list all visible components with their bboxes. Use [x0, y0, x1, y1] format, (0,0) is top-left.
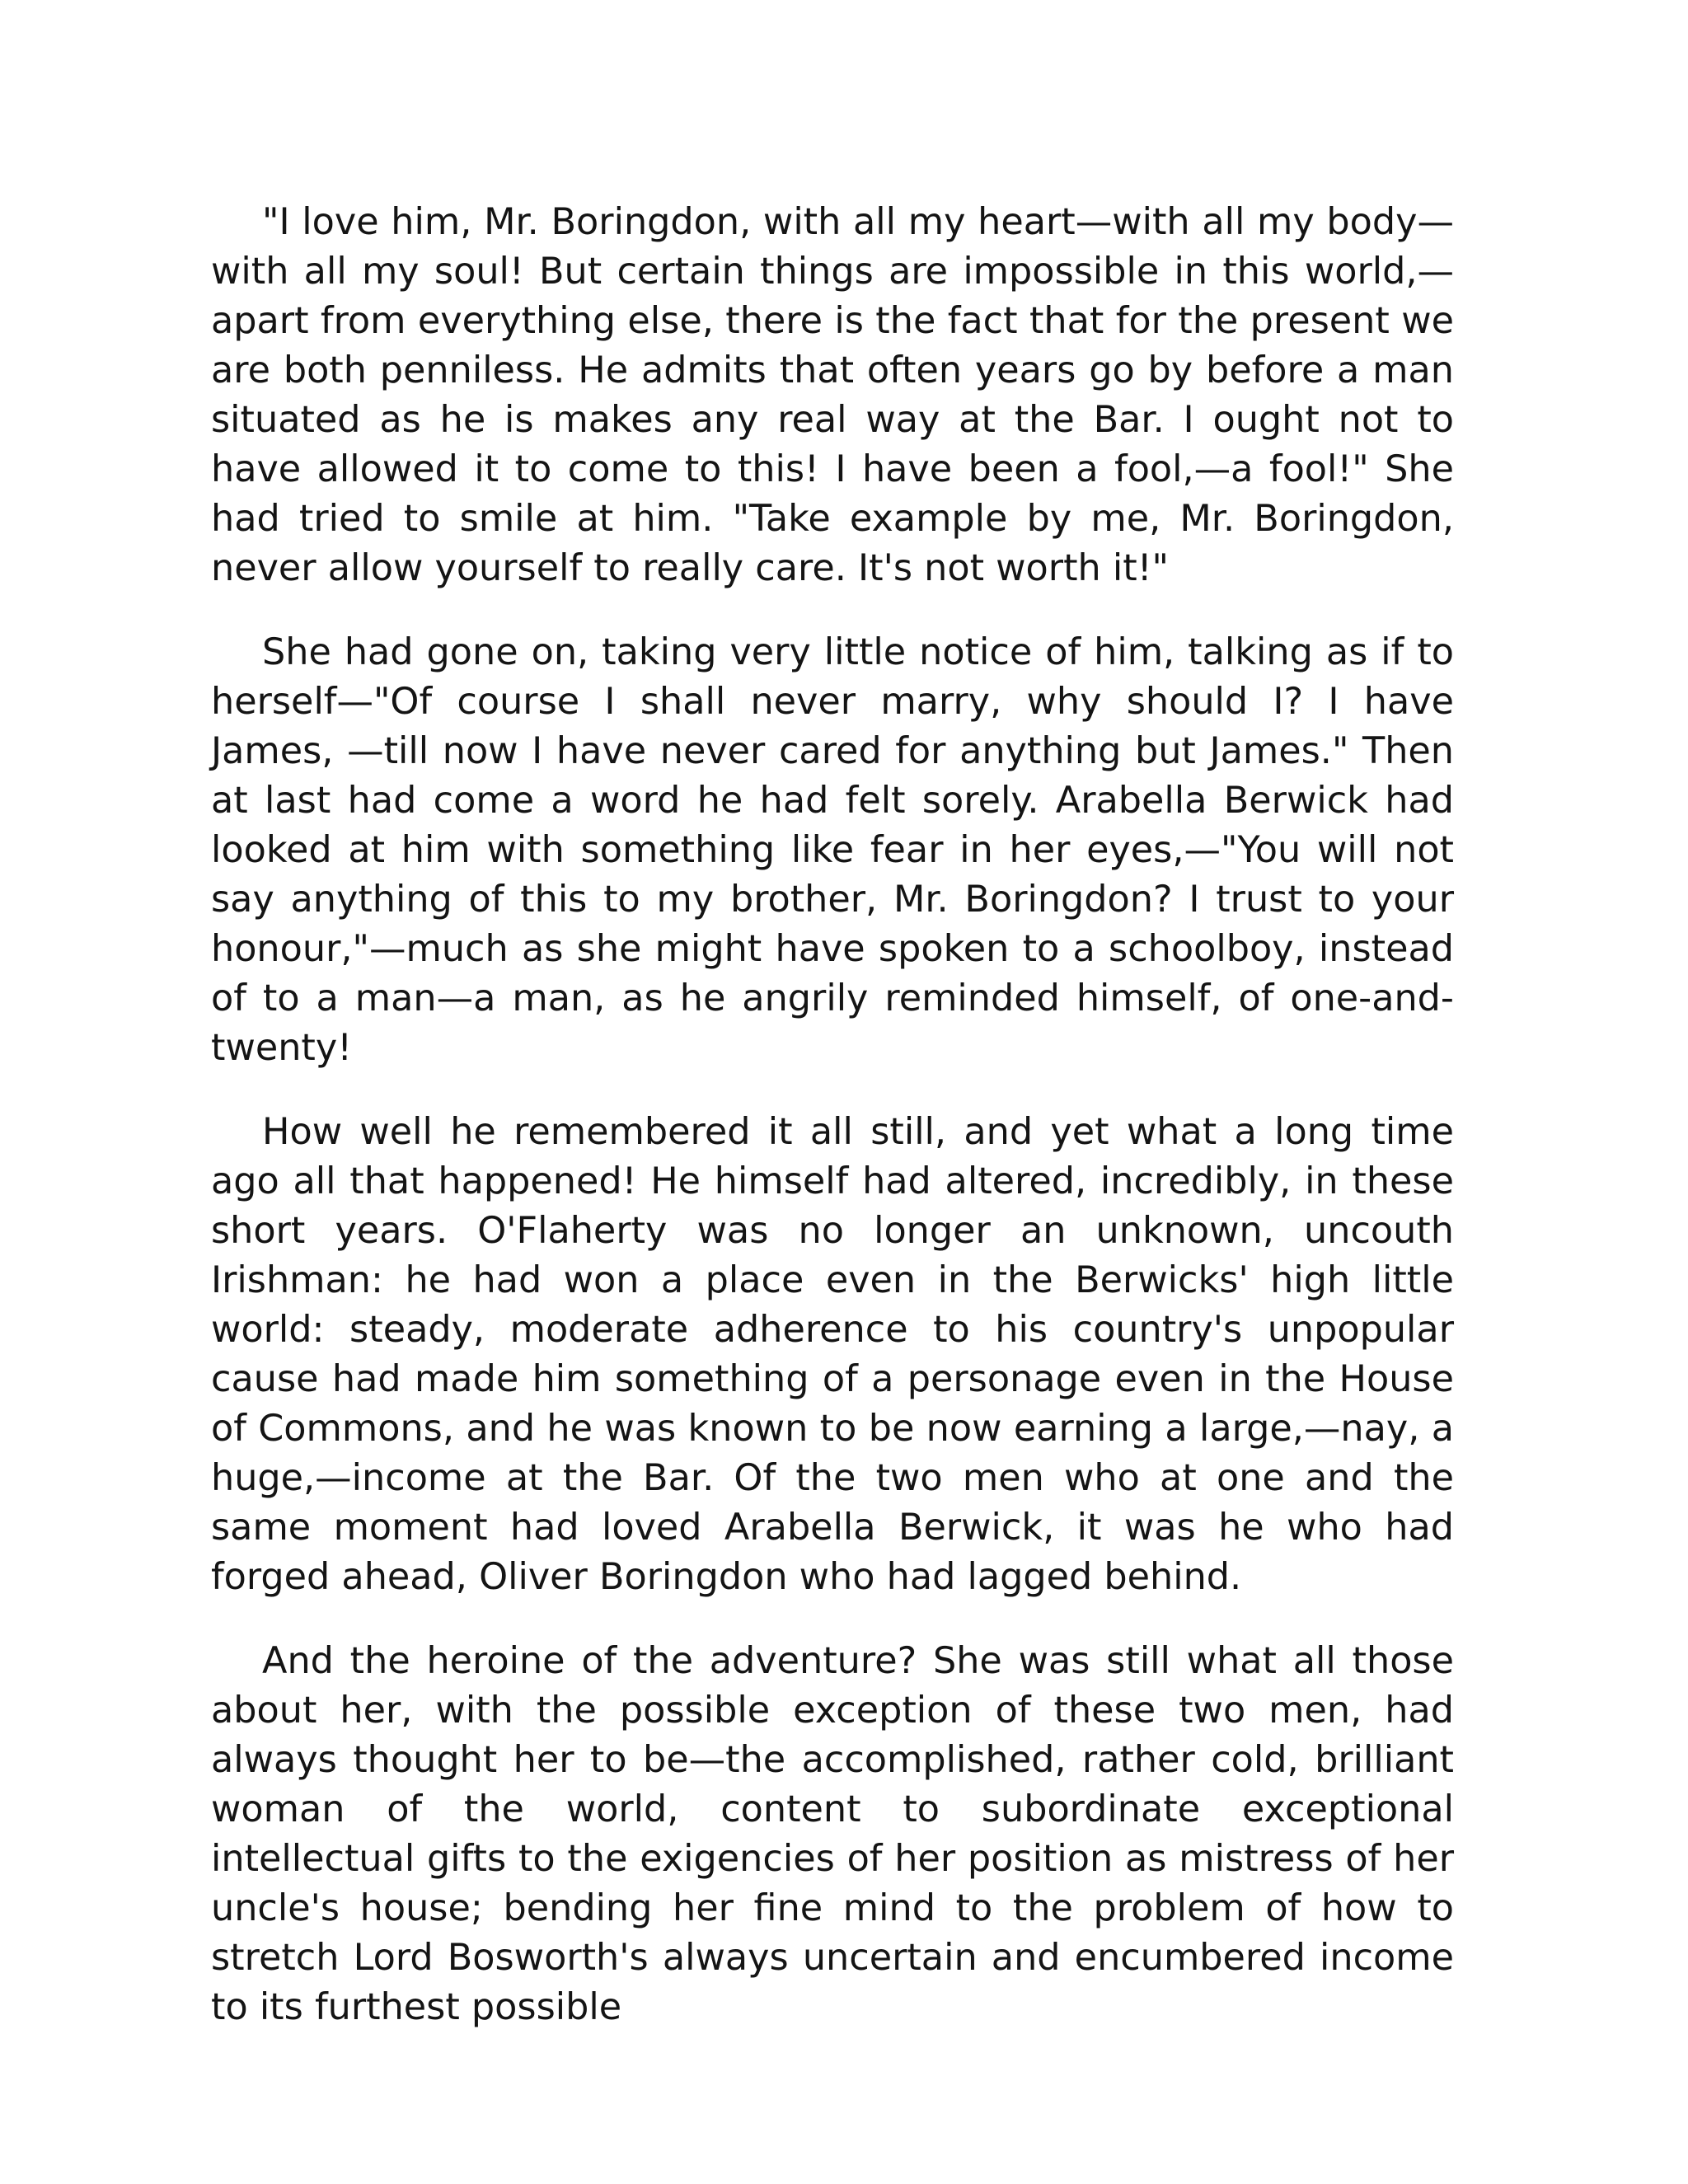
paragraph-4: And the heroine of the adventure? She was still what all those about her, with the possible exception of these two men, had always thought her to be—the accomplished, rather cold, brilliant woman of the world, content to subordinate exceptional intellectual gifts to the exigencies of her position as mistress of her uncle's house; bending her fine mind to the problem of how to stretch Lord Bosworth's always uncertain and encumbered income to its furthest possible: [211, 1640, 1454, 2028]
paragraph-3: How well he remembered it all still, and yet what a long time ago all that happened! He himself had altered, incredibly, in these short years. O'Flaherty was no longer an unknown, uncouth Irishman: he had won a place even in the Berwicks' high little world: steady, moderate adherence to his country's unpopular cause had made him something of a personage even in the House of Commons, and he was known to be now earning a large,—nay, a huge,—income at the Bar. Of the two men who at one and the same moment had loved Arabella Berwick, it was he who had forged ahead, Oliver Boringdon who had lagged behind.: [211, 1111, 1454, 1598]
paragraph-2: She had gone on, taking very little notice of him, talking as if to herself—"Of course I shall never marry, why should I? I have James, —till now I have never cared for anything but James." Then at last had come a word he had felt sorely. Arabella Berwick had looked at him with something like fear in her eyes,—"You will not say anything of this to my brother, Mr. Boringdon? I trust to your honour,"—much as she might have spoken to a schoolboy, instead of to a man—a man, as he angrily reminded himself, of one-and-twenty!: [211, 631, 1454, 1069]
paragraph-1: "I love him, Mr. Boringdon, with all my heart—with all my body—with all my soul! But certain things are impossible in this world,—apart from everything else, there is the fact that for the present we are both penniless. He admits that often years go by before a man situated as he is makes any real way at the Bar. I ought not to have allowed it to come to this! I have been a fool,—a fool!" She had tried to smile at him. "Take example by me, Mr. Boringdon, never allow yourself to really care. It's not worth it!": [211, 201, 1454, 589]
page-text: [211, 198, 1454, 2067]
